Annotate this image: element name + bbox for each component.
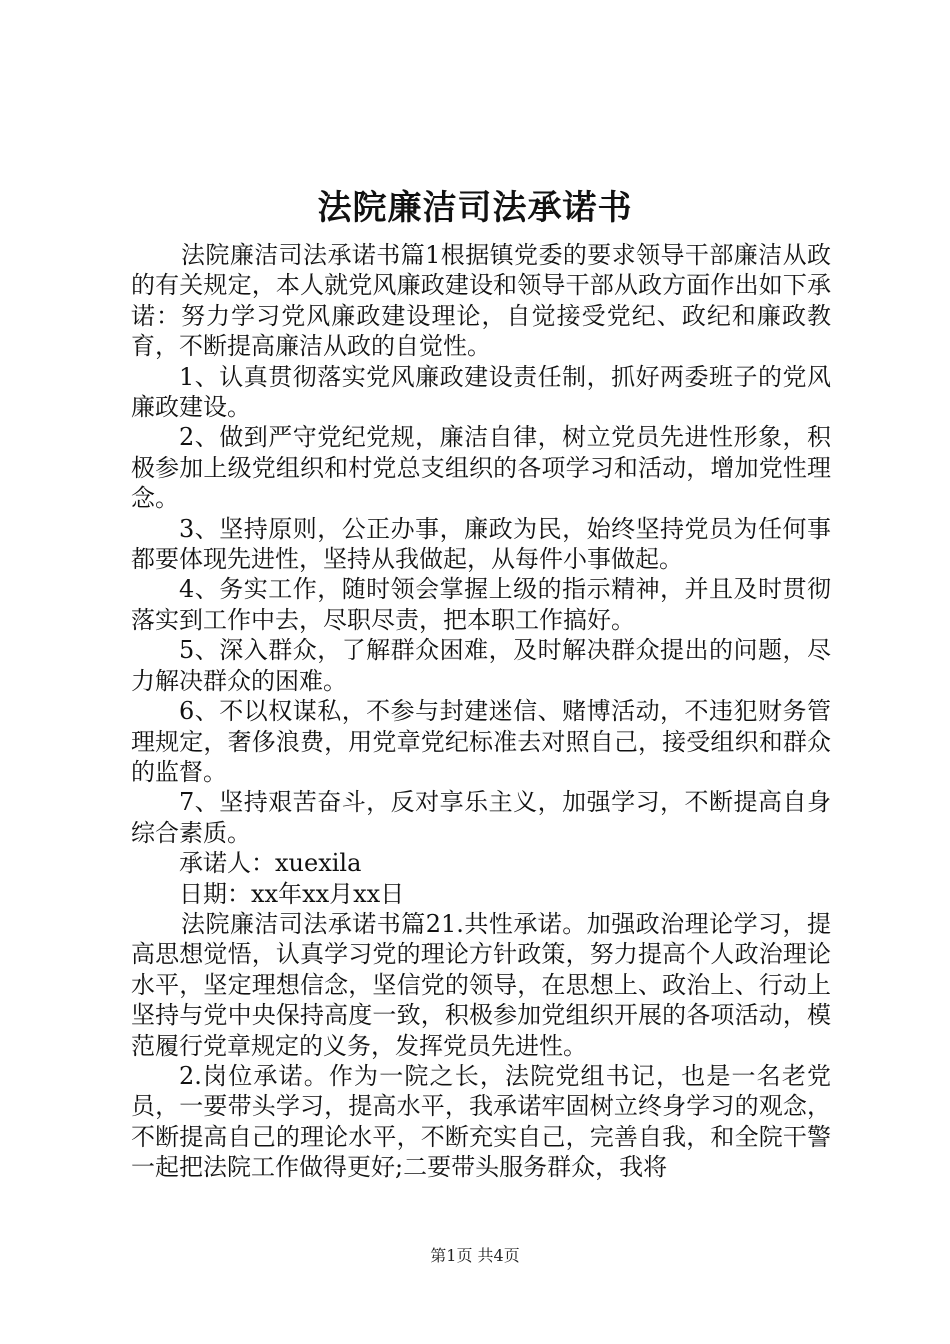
paragraph-intro: 法院廉洁司法承诺书篇1根据镇党委的要求领导干部廉洁从政的有关规定，本人就党风廉政建设和领导干部从政方面作出如下承诺：努力学习党风廉政建设理论，自觉接受党纪、政纪和廉政教育，不断提高廉洁从政的自觉性。 <box>131 241 831 361</box>
document-title: 法院廉洁司法承诺书 <box>317 188 633 228</box>
document-body <box>131 240 831 1183</box>
paragraph-item-7: 7、坚持艰苦奋斗，反对享乐主义，加强学习，不断提高自身综合素质。 <box>131 788 831 847</box>
signatory-line: 承诺人：xuexila <box>179 849 362 878</box>
paragraph-item-1: 1、认真贯彻落实党风廉政建设责任制，抓好两委班子的党风廉政建设。 <box>131 362 831 422</box>
paragraph-item-6: 6、不以权谋私，不参与封建迷信、赌博活动，不违犯财务管理规定，奢侈浪费，用党章党纪标准去对照自己，接受组织和群众的监督。 <box>131 697 831 786</box>
paragraph-post-commitment: 2.岗位承诺。作为一院之长，法院党组书记，也是一名老党员，一要带头学习，提高水平，我承诺牢固树立终身学习的观念，不断提高自己的理论水平，不断充实自己，完善自我，和全院干警一起把法院工作做得更好;二要带头服务群众，我将 <box>131 1061 831 1182</box>
date-line: 日期：xx年xx月xx日 <box>179 879 405 908</box>
paragraph-item-2: 2、做到严守党纪党规，廉洁自律，树立党员先进性形象，积极参加上级党组织和村党总支组织的各项学习和活动，增加党性理念。 <box>131 423 831 513</box>
paragraph-section-2: 法院廉洁司法承诺书篇21.共性承诺。加强政治理论学习，提高思想觉悟，认真学习党的理论方针政策，努力提高个人政治理论水平，坚定理想信念，坚信党的领导，在思想上、政治上、行动上坚持与党中央保持高度一致，积极参加党组织开展的各项活动，模范履行党章规定的义务，发挥党员先进性。 <box>131 909 831 1060</box>
paragraph-item-5: 5、深入群众，了解群众困难，及时解决群众提出的问题，尽力解决群众的困难。 <box>131 636 831 695</box>
paragraph-item-3: 3、坚持原则，公正办事，廉政为民，始终坚持党员为任何事都要体现先进性，坚持从我做起，从每件小事做起。 <box>131 514 831 574</box>
paragraph-item-4: 4、务实工作，随时领会掌握上级的指示精神，并且及时贯彻落实到工作中去，尽职尽责，把本职工作搞好。 <box>131 575 831 634</box>
page-number: 第1页 共4页 <box>430 1246 520 1265</box>
